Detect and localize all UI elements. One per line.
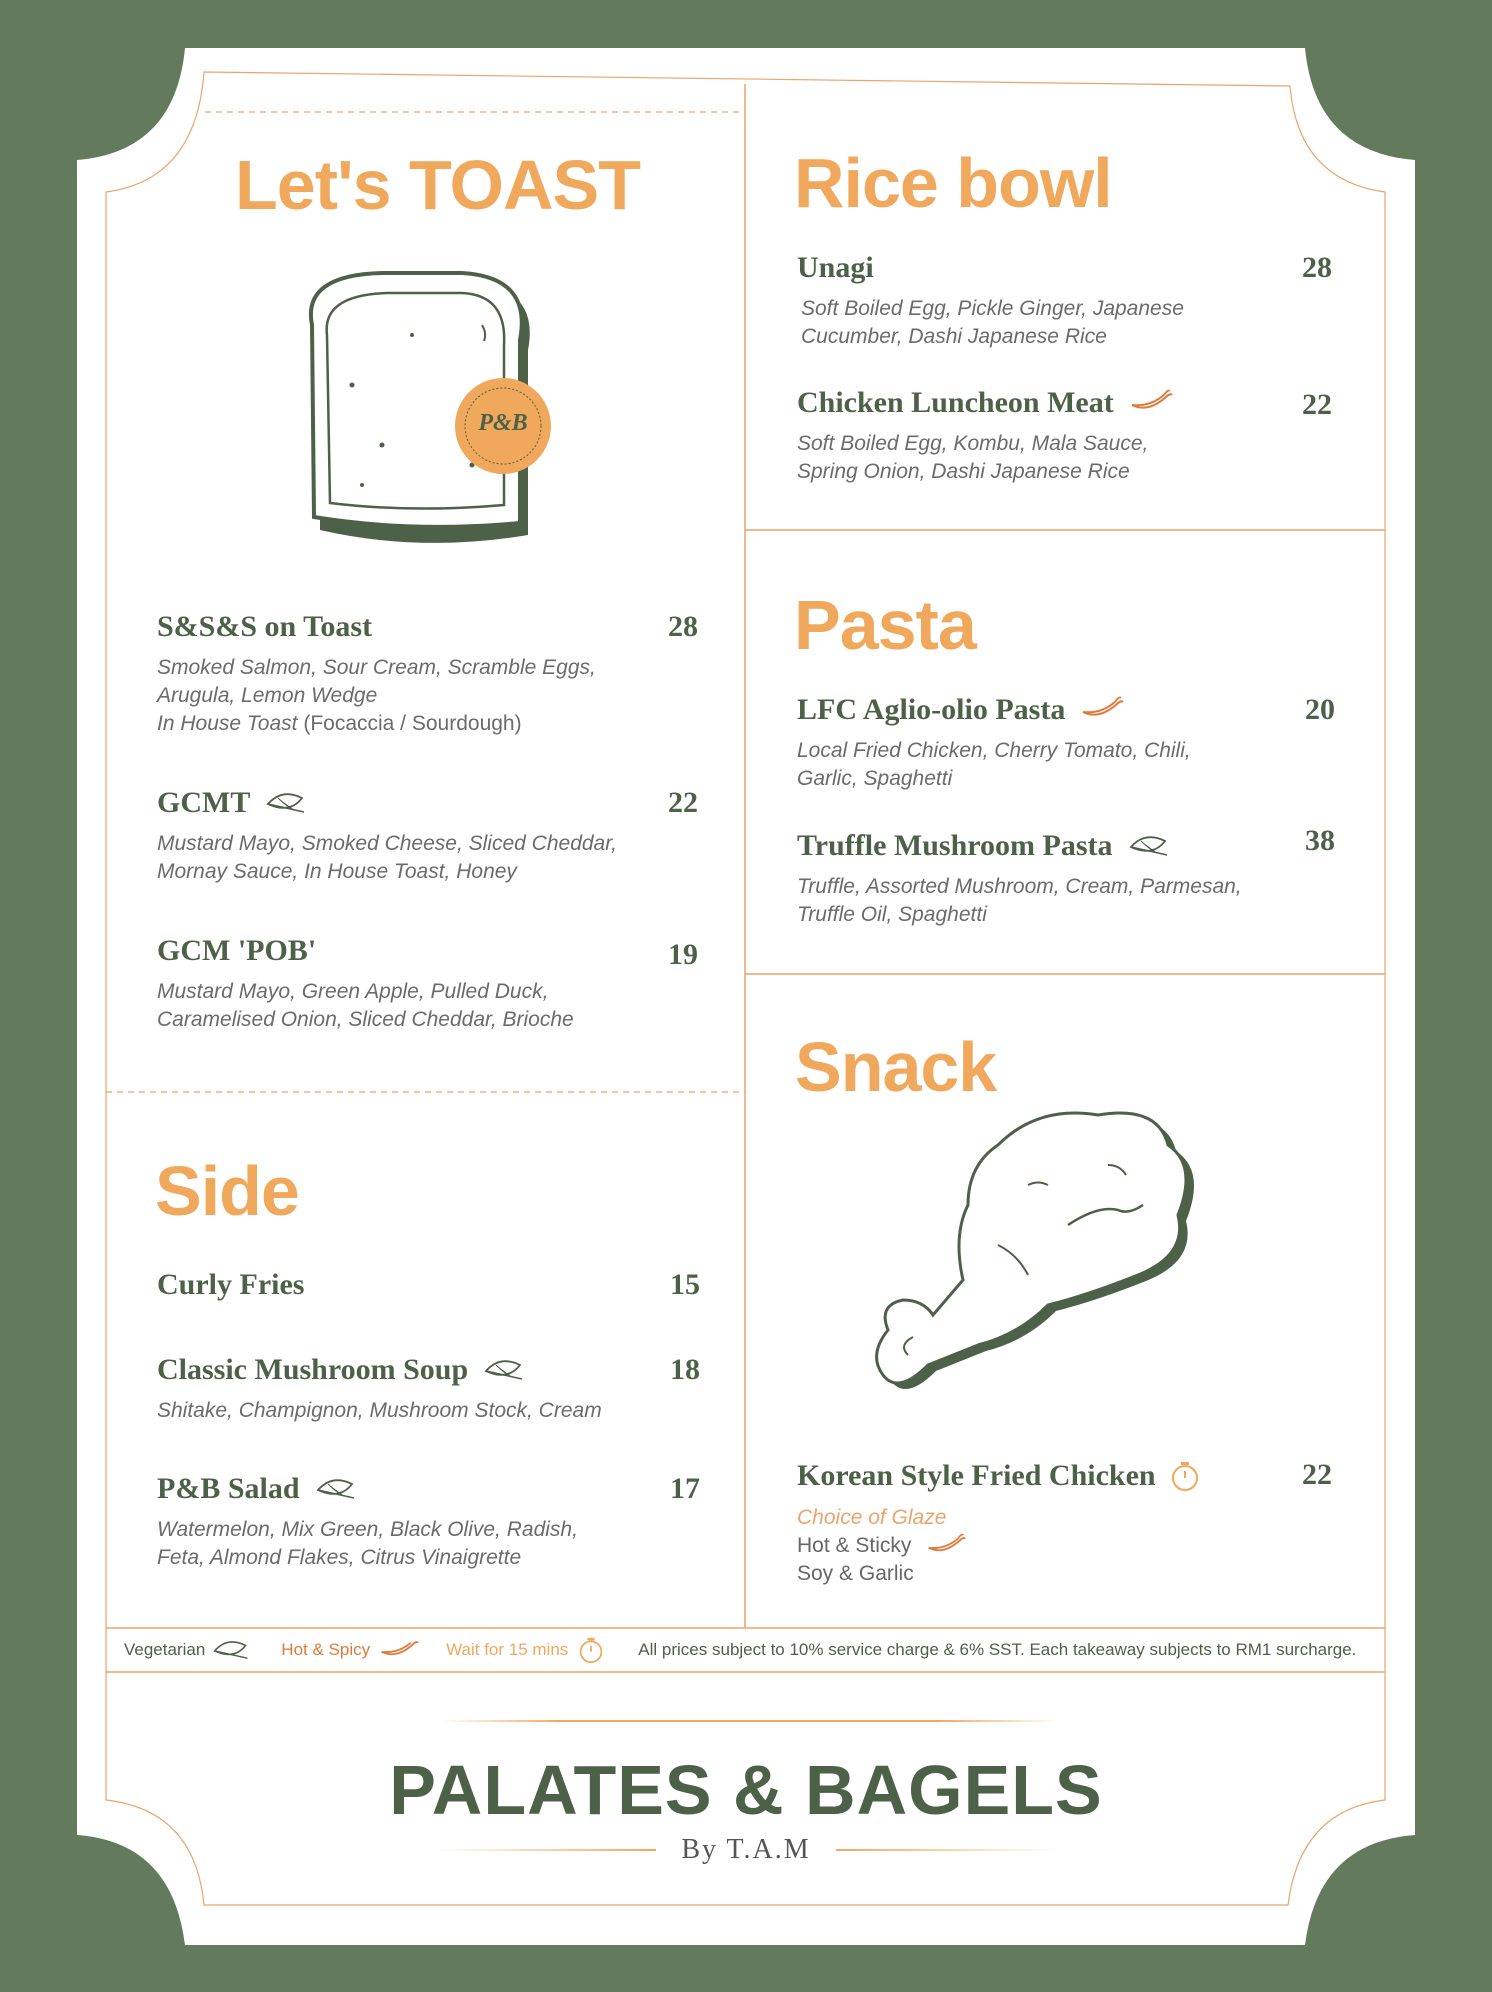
menu-item bbox=[157, 1270, 647, 1300]
item-desc-line: Truffle Oil, Spaghetti bbox=[797, 903, 987, 926]
item-name: LFC Aglio-olio Pasta bbox=[797, 693, 1066, 726]
badge-text: P&B bbox=[478, 410, 528, 436]
item-name: Korean Style Fried Chicken bbox=[797, 1459, 1156, 1492]
menu-item bbox=[797, 831, 1297, 929]
menu-item bbox=[157, 1474, 647, 1572]
brand-rule-top bbox=[440, 1720, 1060, 1722]
item-desc-toast: In House Toast bbox=[157, 712, 298, 735]
item-desc-line: Soft Boiled Egg, Pickle Ginger, Japanese bbox=[801, 297, 1184, 320]
leaf-icon bbox=[314, 1476, 358, 1502]
item-price: 20 bbox=[1305, 693, 1335, 726]
leaf-icon bbox=[264, 790, 308, 816]
snack-heading: Snack bbox=[795, 1028, 997, 1106]
rice-heading: Rice bowl bbox=[794, 144, 1112, 222]
item-desc-line: Mustard Mayo, Smoked Cheese, Sliced Cheddar, bbox=[157, 832, 617, 855]
leaf-icon bbox=[1127, 833, 1171, 859]
glaze-option: Soy & Garlic bbox=[797, 1562, 914, 1585]
item-price: 28 bbox=[668, 610, 698, 643]
item-name: Truffle Mushroom Pasta bbox=[797, 829, 1113, 862]
timer-icon bbox=[1170, 1460, 1200, 1492]
glaze-label: Choice of Glaze bbox=[797, 1506, 947, 1529]
item-name: Unagi bbox=[797, 251, 874, 284]
timer-icon bbox=[578, 1636, 604, 1664]
item-name: GCM 'POB' bbox=[157, 934, 317, 967]
item-desc-toast-options: (Focaccia / Sourdough) bbox=[303, 712, 522, 735]
item-desc-line: Soft Boiled Egg, Kombu, Mala Sauce, bbox=[797, 432, 1149, 455]
menu-item bbox=[157, 936, 647, 1034]
brand-byline: By T.A.M bbox=[681, 1834, 811, 1865]
menu-item bbox=[797, 695, 1277, 793]
chili-icon bbox=[378, 1637, 420, 1663]
chili-icon bbox=[1128, 389, 1174, 417]
item-desc-line: Shitake, Champignon, Mushroom Stock, Cream bbox=[157, 1399, 602, 1422]
toast-heading: Let's TOAST bbox=[235, 146, 640, 224]
item-desc-line: Watermelon, Mix Green, Black Olive, Radish, bbox=[157, 1518, 578, 1541]
menu-item bbox=[157, 788, 647, 886]
item-desc-line: Mornay Sauce, In House Toast, Honey bbox=[157, 860, 517, 883]
item-price: 22 bbox=[1302, 1458, 1332, 1491]
item-name: GCMT bbox=[157, 786, 251, 819]
item-desc-line: Local Fried Chicken, Cherry Tomato, Chili, bbox=[797, 739, 1191, 762]
item-desc-line: Arugula, Lemon Wedge bbox=[157, 684, 378, 707]
item-name: Chicken Luncheon Meat bbox=[797, 386, 1114, 419]
item-desc-line: Feta, Almond Flakes, Citrus Vinaigrette bbox=[157, 1546, 522, 1569]
item-price: 19 bbox=[668, 938, 698, 971]
chicken-illustration bbox=[868, 1105, 1268, 1410]
item-name: S&S&S on Toast bbox=[157, 610, 373, 643]
chili-icon bbox=[1079, 696, 1125, 724]
legend-bar bbox=[108, 1628, 1384, 1672]
item-price: 28 bbox=[1302, 251, 1332, 284]
item-name: Curly Fries bbox=[157, 1268, 305, 1301]
chili-icon bbox=[925, 1533, 967, 1559]
legend-spicy: Hot & Spicy bbox=[281, 1640, 371, 1659]
item-price: 15 bbox=[670, 1268, 700, 1301]
leaf-icon bbox=[482, 1357, 526, 1383]
pasta-heading: Pasta bbox=[794, 586, 976, 664]
leaf-icon bbox=[211, 1638, 251, 1662]
item-price: 22 bbox=[1302, 388, 1332, 421]
item-name: P&B Salad bbox=[157, 1472, 300, 1505]
glaze-option: Hot & Sticky bbox=[797, 1534, 912, 1557]
legend-wait: Wait for 15 mins bbox=[446, 1640, 569, 1659]
menu-item bbox=[797, 253, 1277, 351]
item-desc-line: Cucumber, Dashi Japanese Rice bbox=[801, 325, 1107, 348]
item-name: Classic Mushroom Soup bbox=[157, 1353, 469, 1386]
item-price: 38 bbox=[1305, 824, 1335, 857]
menu-item bbox=[797, 1460, 1277, 1588]
menu-item bbox=[157, 1355, 647, 1425]
legend-note: All prices subject to 10% service charge & 6% SST. Each takeaway subjects to RM1 surcharge. bbox=[638, 1640, 1357, 1659]
brand-name: PALATES & BAGELS bbox=[389, 1751, 1103, 1829]
pb-badge bbox=[453, 376, 553, 476]
menu-item bbox=[797, 388, 1277, 486]
item-desc-line: Spring Onion, Dashi Japanese Rice bbox=[797, 460, 1130, 483]
item-desc-line: Caramelised Onion, Sliced Cheddar, Brioche bbox=[157, 1008, 574, 1031]
menu-item bbox=[157, 612, 627, 738]
item-price: 17 bbox=[670, 1472, 700, 1505]
item-price: 22 bbox=[668, 786, 698, 819]
legend-vegetarian: Vegetarian bbox=[124, 1640, 206, 1659]
item-desc-line: Truffle, Assorted Mushroom, Cream, Parmesan, bbox=[797, 875, 1242, 898]
item-desc-line: Mustard Mayo, Green Apple, Pulled Duck, bbox=[157, 980, 549, 1003]
item-desc-line: Smoked Salmon, Sour Cream, Scramble Eggs, bbox=[157, 656, 596, 679]
side-heading: Side bbox=[155, 1152, 299, 1230]
item-desc-line: Garlic, Spaghetti bbox=[797, 767, 953, 790]
item-price: 18 bbox=[670, 1353, 700, 1386]
